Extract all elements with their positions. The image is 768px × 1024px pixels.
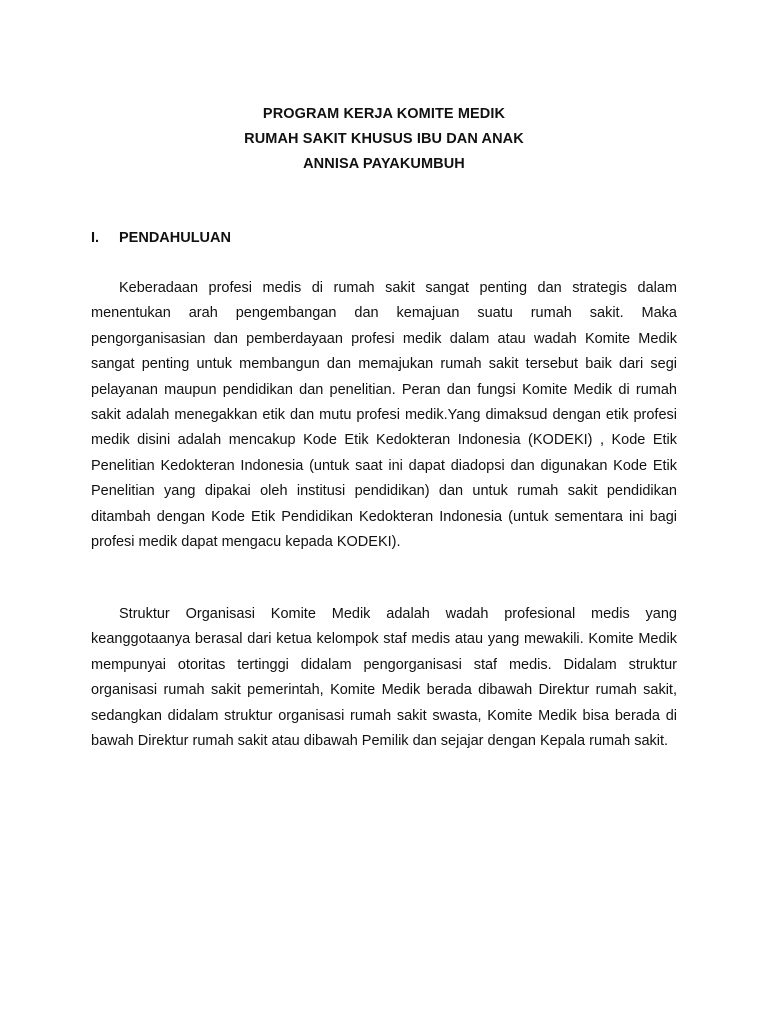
section-title: PENDAHULUAN [119,230,231,246]
title-line-2: RUMAH SAKIT KHUSUS IBU DAN ANAK [244,131,524,147]
title-line-3: ANNISA PAYAKUMBUH [303,156,465,172]
paragraph-intro: Keberadaan profesi medis di rumah sakit sangat penting dan strategis dalam menentukan arah pengembangan dan kemajuan suatu rumah sakit. Maka pengorganisasian dan pemberdayaan profesi medik dalam atau wadah Komite Medik sangat penting untuk membangun dan memajukan rumah sakit tersebut baik dari segi pelayanan maupun pendidikan dan penelitian. Peran dan fungsi Komite Medik di rumah sakit adalah menegakkan etik dan mutu profesi medik.Yang dimaksud dengan etik profesi medik disini adalah mencakup Kode Etik Kedokteran Indonesia (KODEKI) , Kode Etik Penelitian Kedokteran Indonesia (untuk saat ini dapat diadopsi dan digunakan Kode Etik Penelitian yang dipakai oleh institusi pendidikan) dan untuk rumah sakit pendidikan ditambah dengan Kode Etik Pendidikan Kedokteran Indonesia (untuk sementara ini bagi profesi medik dapat mengacu kepada KODEKI). [91,280,677,551]
paragraph-structure: Struktur Organisasi Komite Medik adalah wadah profesional medis yang keanggotaanya berasal dari ketua kelompok staf medis atau yang mewakili. Komite Medik mempunyai otoritas tertinggi didalam pengorganisasi staf medis. Didalam struktur organisasi rumah sakit pemerintah, Komite Medik berada dibawah Direktur rumah sakit, sedangkan didalam struktur organisasi rumah sakit swasta, Komite Medik bisa berada di bawah Direktur rumah sakit atau dibawah Pemilik dan sejajar dengan Kepala rumah sakit. [91,606,677,750]
document-title [0,102,768,177]
section-heading [91,228,231,248]
section-number: I. [91,230,100,246]
title-line-1: PROGRAM KERJA KOMITE MEDIK [262,106,506,122]
